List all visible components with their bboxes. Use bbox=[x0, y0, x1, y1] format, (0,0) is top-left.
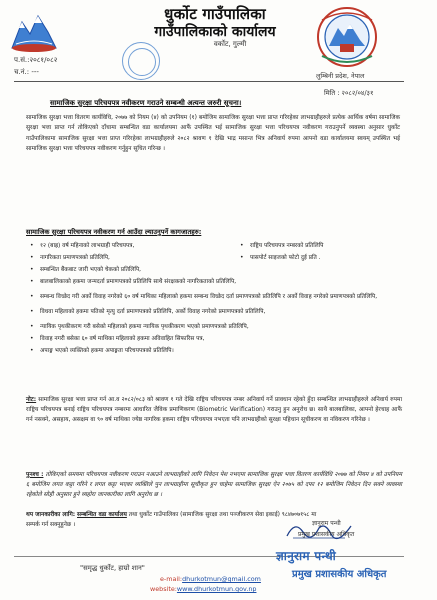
document-item-text: राष्ट्रिय परिचयपत्र नम्बरको प्रतिलिपि bbox=[250, 243, 324, 249]
document-item-text: न्यायिक पृथकीकरण गरी बसेको महिलाको हकमा न्यायिक पृथकीकरण भएको प्रमाणपत्रको प्रतिलिपि, bbox=[40, 324, 249, 330]
signatory-stamp-title: प्रमुख प्रशासकीय अधिकृत bbox=[292, 569, 387, 580]
footer-slogan: "समृद्ध धुर्कोट, हाम्रो शान" bbox=[80, 564, 145, 572]
header-divider bbox=[14, 81, 404, 82]
contact-paragraph bbox=[26, 510, 326, 530]
footer-divider bbox=[14, 556, 404, 557]
dispatch-number: च.नं.: --- bbox=[14, 68, 39, 76]
note-text: सामाजिक सुरक्षा भत्ता प्राप्त गर्न आ.व २०८२/०८३ को श्रावण १ गते देखि राष्ट्रिय परिचयपत्र नम्बर अनिवार्य गर्ने प्रावधान रहेको हुँदा सम्बन्धित लाभग्राहीहरुले अनिवार्य रुपमा राष्ट्रिय परिचयपत्र बनाई राष्ट्रिय परिचयपत्र नम्बरमा आधारित जैविक प्रमाणिकरण (Biometric Verification) गराउनु हुन अनुरोध छ। साथै बालबालिका, आफ्नो हेरचाह आफैं गर्न नसक्ने, असहाय, असक्षम वा ९० वर्ष माथिका ज्येष्ठ नागरिक हकमा राष्ट्रिय परिचयपत्र नभएता पनि लाभग्राहीको सुरक्षा पहिचान सूचीकरण वा नविकरण गरिनेछ । bbox=[26, 397, 403, 424]
list-item: • विवाह नगरी बसेका ६० वर्ष माथिका महिलाको हकमा अविवाहित सिफारिस पत्र, bbox=[30, 335, 205, 342]
postscript-paragraph bbox=[26, 470, 402, 501]
documents-list-left bbox=[30, 240, 240, 276]
province-label: लुम्बिनी प्रदेश, नेपाल bbox=[316, 72, 365, 80]
intro-paragraph bbox=[26, 113, 400, 155]
contact-label: थप जानकारीका लागि: bbox=[26, 512, 76, 518]
document-item-text: १२ (बाह्र) वर्ष महिनाको लाभग्राही परिचयपत्र, bbox=[40, 243, 135, 249]
contact-office: सम्बन्धित वडा कार्यालय bbox=[77, 512, 127, 518]
signatory-stamp-name: ज्ञानुराम पन्थी bbox=[276, 549, 337, 563]
list-item: • पासपोर्ट साइजको फोटो दुई प्रति . bbox=[240, 254, 321, 261]
list-item: • विधवा महिलाको हकमा पतिको मृत्यु दर्ता प्रमाणपत्रको प्रतिलिपि, अर्को विवाह नगरेको प्रमाणपत्रको प्रतिलिपि, bbox=[30, 307, 266, 315]
document-item-text: नागरिकता प्रमाणपत्रको प्रतिलिपि, bbox=[40, 255, 110, 261]
documents-list-right bbox=[240, 240, 410, 264]
document-item-text: विवाह नगरी बसेका ६० वर्ष माथिका महिलाको हकमा अविवाहित सिफारिस पत्र, bbox=[40, 336, 205, 342]
website-link[interactable]: www.dhurkotmun.gov.np bbox=[176, 585, 257, 593]
document-item-text: पासपोर्ट साइजको फोटो दुई प्रति . bbox=[250, 255, 321, 261]
office-seal-stamp bbox=[122, 42, 160, 80]
footer-website bbox=[150, 585, 256, 593]
signatory-title: प्रमुख प्रशासकीय अधिकृत bbox=[298, 531, 355, 538]
list-item: • न्यायिक पृथकीकरण गरी बसेको महिलाको हकमा न्यायिक पृथकीकरण भएको प्रमाणपत्रको प्रतिलिपि, bbox=[30, 323, 249, 330]
list-item: • राष्ट्रिय परिचयपत्र नम्बरको प्रतिलिपि bbox=[240, 242, 324, 249]
office-seal-inner-ring bbox=[128, 48, 156, 76]
documents-heading: सामाजिक सुरक्षा परिचयपत्र नवीकरण गर्न आउँदा ल्याउनुपर्ने कागजातहरु: bbox=[26, 228, 202, 236]
document-item-text: विधवा महिलाको हकमा पतिको मृत्यु दर्ता प्रमाणपत्रको प्रतिलिपि, अर्को विवाह नगरेको प्रमाणपत्रको प्रतिलिपि, bbox=[40, 308, 266, 315]
note-label: नोट: bbox=[26, 397, 37, 403]
contact-text: तथा धुर्कोट गाउँपालिका (सामाजिक सुरक्षा तथा पञ्जीकरण सेवा इकाई) ९८४७०७१५८ मा सम्पर्क गर्न सक्नुहुनेछ । bbox=[26, 512, 317, 529]
signatory-name: ज्ञानुराम पन्थी bbox=[312, 520, 341, 527]
footer-email bbox=[160, 575, 261, 583]
website-prefix: website: bbox=[150, 585, 177, 593]
letter-date: मिति : २०८२/०४/३१ bbox=[324, 89, 374, 97]
list-item: • सम्बन्धित बैंकबाट जारी भएको चेकको प्रतिलिपि, bbox=[30, 266, 141, 273]
list-item: • नागरिकता प्रमाणपत्रको प्रतिलिपि, bbox=[30, 254, 110, 261]
list-item: • बालबालिकाको हकमा जन्मदर्ता प्रमाणपत्रको प्रतिलिपि साथै संरक्षकको नागरिकताको प्रतिलिपि, bbox=[30, 278, 237, 285]
postscript-text: तोकिएको समयमा परिचयपत्र नवीकरण गराउन नआउने लाभग्राहीको लागि निवेदन पेश नभएमा सामाजिक सुरक्षा भत्ता वितरण कार्यविधि २०७७ को नियम ४ को उपनियम ६ बमोजिम लगत कट्टा गरिने र लगत कट्टा भएका व्यक्तिले पुन लाभग्राहीमा सूचीकृत हुन चाहेमा सामाजिक सुरक्षा ऐन २०७५ को दफा १२ बमोजिम निवेदन दिन सक्ने व्यवस्था रहेकोले सोही अनुसार हुने व्यहोरा जानकारीका लागि अनुरोध छ । bbox=[26, 472, 402, 499]
list-item: • १२ (बाह्र) वर्ष महिनाको लाभग्राही परिचयपत्र, bbox=[30, 242, 135, 249]
document-item-text: सम्बन्ध विच्छेद गरी अर्को विवाह नगरेको ६० वर्ष माथिका महिलाको हकमा सम्बन्ध विच्छेद दर्ता प्रमाणपत्रको प्रतिलिपि र अर्को विवाह नगरेको प्रमाणपत्रको प्रतिलिपि, bbox=[40, 294, 378, 300]
office-location: वर्कोट, गुल्मी bbox=[213, 40, 247, 48]
nepal-emblem-icon bbox=[8, 8, 60, 54]
email-prefix: e-mail: bbox=[160, 575, 183, 583]
note-paragraph bbox=[26, 395, 402, 426]
municipality-name: धुर्कोट गाउँपालिका bbox=[164, 5, 266, 23]
list-item: • अपाङ्ग भएको व्यक्तिको हकमा अपाङ्गता परिचयपत्रको प्रतिलिपि। bbox=[30, 347, 174, 354]
postscript-label: पुनश्च : bbox=[26, 472, 44, 478]
intro-paragraph-text: सामाजिक सुरक्षा भत्ता वितरण कार्यविधि, २०७७ को नियम (४) को उपनियम (१) बमोजिम सामाजिक सुरक्षा भत्ता प्राप्त गरिरहेका लाभग्राहीहरुले प्रत्येक आर्थिक वर्षमा सामाजिक सुरक्षा भत्ता प्राप्त गर्न तोकिएको दाँचामा सम्बन्धित वडा कार्यालयमा आफैं उपस्थित भई सामाजिक सुरक्षा भत्ता परिचयपत्र नवीकरण गराउनुपर्ने व्यवस्था अनुसार धुर्कोट गाउँपालिकामा सामाजिक सुरक्षा भत्ता प्राप्त गरिरहेका लाभग्राहीहरुले २०८२ श्रावण १ देखि भाद्र मसान्त भित्र अनिवार्य रुपमा आफ्नो वडा कार्यालयमा स्वयम् उपस्थित भई सामाजिक सुरक्षा भत्ता परिचयपत्र नवीकरण गर्नुहुन सूचित गरिन्छ । bbox=[26, 115, 400, 153]
document-item-text: सम्बन्धित बैंकबाट जारी भएको चेकको प्रतिलिपि, bbox=[40, 267, 141, 273]
list-item: • सम्बन्ध विच्छेद गरी अर्को विवाह नगरेको ६० वर्ष माथिका महिलाको हकमा सम्बन्ध विच्छेद दर्ता प्रमाणपत्रको प्रतिलिपि र अर्को विवाह नगरेको प्रमाणपत्रको प्रतिलिपि, bbox=[30, 293, 378, 300]
email-link[interactable]: dhurkotmun@gmail.com bbox=[182, 575, 261, 583]
reference-number: प.सं.:२०८१/०८२ bbox=[14, 56, 58, 64]
documents-list-wide bbox=[30, 276, 406, 357]
office-name: गाउँपालिकाको कार्यालय bbox=[154, 24, 276, 40]
document-item-text: अपाङ्ग भएको व्यक्तिको हकमा अपाङ्गता परिचयपत्रको प्रतिलिपि। bbox=[40, 348, 174, 354]
document-item-text: बालबालिकाको हकमा जन्मदर्ता प्रमाणपत्रको प्रतिलिपि साथै संरक्षकको नागरिकताको प्रतिलिपि, bbox=[40, 279, 237, 285]
letter-subject: सामाजिक सुरक्षा परिचयपत्र नवीकरण गराउने सम्बन्धी अत्यन्त जरुरी सूचना। bbox=[50, 99, 242, 107]
